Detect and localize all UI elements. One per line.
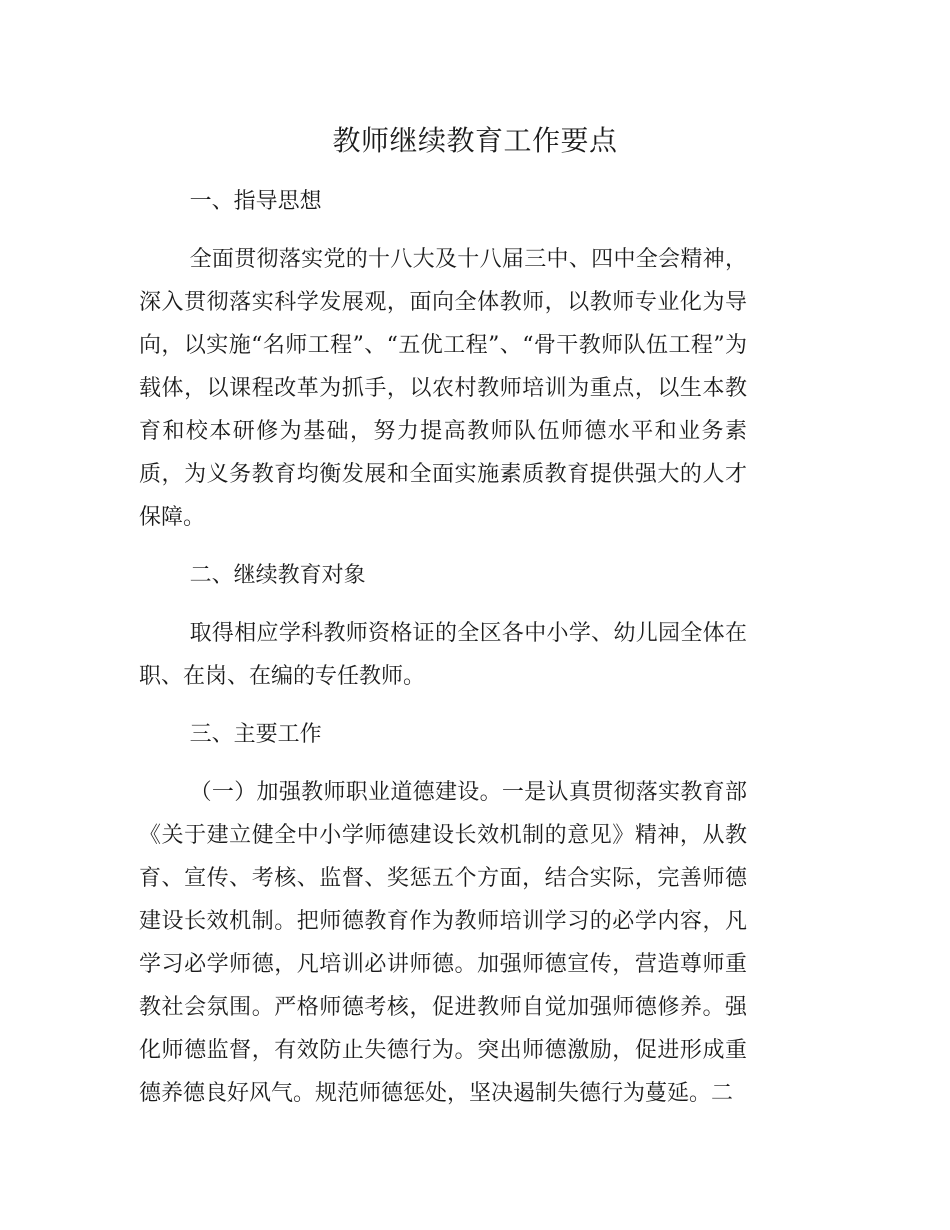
paragraph-education-target: 取得相应学科教师资格证的全区各中小学、幼儿园全体在职、在岗、在编的专任教师。 [139, 621, 747, 689]
paragraph-main-work: （一）加强教师职业道德建设。一是认真贯彻落实教育部《关于建立健全中小学师德建设长效机制的意见》精神，从教育、宣传、考核、监督、奖惩五个方面，结合实际，完善师德建设长效机制。把师德教育作为教师培训学习的必学内容，凡学习必学师德，凡培训必讲师德。加强师德宣传，营造尊师重教社会氛围。严格师德考核，促进教师自觉加强师德修养。强化师德监督，有效防止失德行为。突出师德激励，促进形成重德养德良好风气。规范师德惩处，坚决遏制失德行为蔓延。二 [139, 780, 747, 1106]
page-title: 教师继续教育工作要点 [332, 124, 618, 157]
paragraph-guiding-ideology: 全面贯彻落实党的十八大及十八届三中、四中全会精神，深入贯彻落实科学发展观，面向全体教师，以教师专业化为导向，以实施“名师工程”、“五优工程”、“骨干教师队伍工程”为载体，以课程改革为抓手，以农村教师培训为重点，以生本教育和校本研修为基础，努力提高教师队伍师德水平和业务素质，为义务教育均衡发展和全面实施素质教育提供强大的人才保障。 [139, 247, 747, 530]
section-heading-education-target: 二、继续教育对象 [189, 563, 366, 588]
document-body [139, 180, 747, 1130]
section-heading-guiding-ideology: 一、指导思想 [189, 189, 322, 214]
section-heading-main-work: 三、主要工作 [189, 722, 322, 747]
